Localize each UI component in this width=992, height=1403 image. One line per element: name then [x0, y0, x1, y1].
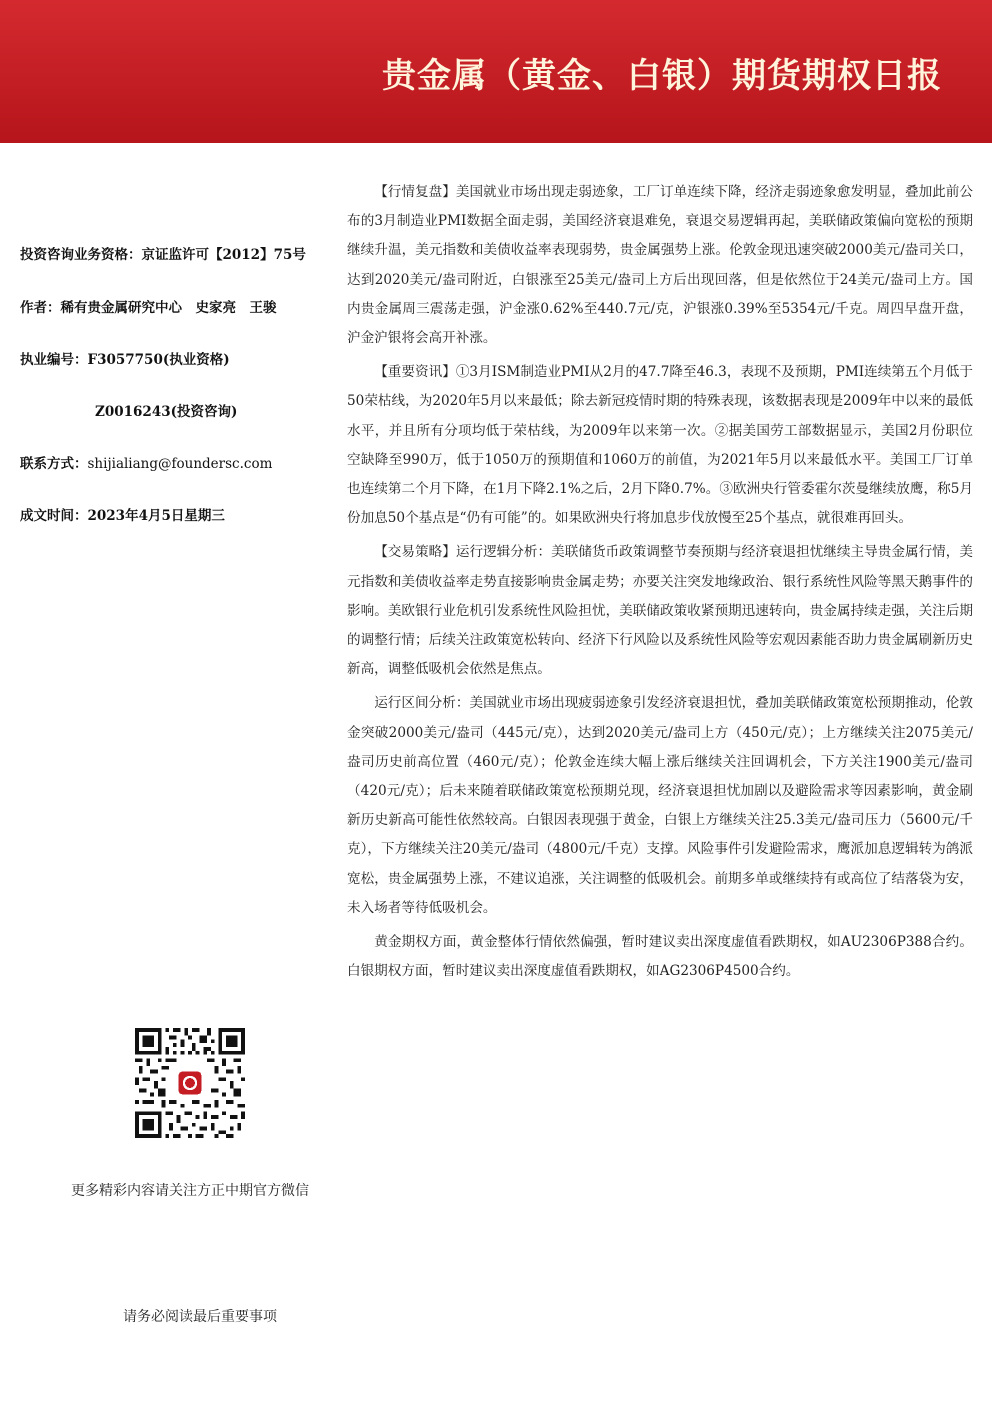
header-banner — [0, 0, 992, 143]
wechat-qr-code — [135, 1028, 245, 1138]
author-value: 稀有贵金属研究中心 史家亮 王骏 — [60, 300, 277, 316]
contact-email[interactable]: shijialiang@foundersc.com — [87, 456, 273, 472]
report-title: 贵金属（黄金、白银）期货期权日报 — [382, 56, 942, 96]
date-label: 成文时间： — [20, 508, 88, 524]
important-notice: 请务必阅读最后重要事项 — [123, 1309, 277, 1325]
license-value-2: Z0016243(投资咨询) — [95, 404, 238, 420]
market-review-paragraph: 【行情复盘】美国就业市场出现走弱迹象，工厂订单连续下降，经济走弱迹象愈发明显，叠加此前公布的3月制造业PMI数据全面走弱，美国经济衰退难免，衰退交易逻辑再起，美联储政策偏向宽松的预期继续升温，美元指数和美债收益率表现弱势，贵金属强势上涨。伦敦金现迅速突破2000美元/盎司关口，达到2020美元/盎司附近，白银涨至25美元/盎司上方后出现回落，但是依然位于24美元/盎司上方。国内贵金属周三震荡走强，沪金涨0.62%至440.7元/克，沪银涨0.39%至5354元/千克。周四早盘开盘，沪金沪银将会高开补涨。 — [347, 184, 973, 347]
license-value-1: F3057750(执业资格) — [87, 352, 230, 368]
qr-caption: 更多精彩内容请关注方正中期官方微信 — [71, 1183, 309, 1199]
license-line-2 — [95, 400, 237, 420]
qualification-label: 投资咨询业务资格： — [20, 247, 142, 263]
author-line — [20, 296, 277, 316]
key-news-paragraph: 【重要资讯】①3月ISM制造业PMI从2月的47.7降至46.3，表现不及预期，PMI连续第五个月低于50荣枯线，为2020年5月以来最低；除去新冠疫情时期的特殊表现，该数据表现是2009年中以来的最低水平，并且所有分项均低于荣枯线，为2009年以来第一次。②据美国劳工部数据显示，美国2月份职位空缺降至990万，低于1050万的预期值和1060万的前值，为2021年5月以来最低水平。美国工厂订单也连续第二个月下降，在1月下降2.1%之后，2月下降0.7%。③欧洲央行管委霍尔茨曼继续放鹰，称5月份加息50个基点是“仍有可能”的。如果欧洲央行将加息步伐放慢至25个基点，就很难再回头。 — [347, 364, 973, 527]
qualification-value: 京证监许可【2012】75号 — [141, 247, 306, 263]
date-value: 2023年4月5日星期三 — [87, 508, 225, 524]
date-line — [20, 504, 225, 524]
author-label: 作者： — [20, 300, 61, 316]
license-label: 执业编号： — [20, 352, 88, 368]
trading-strategy-paragraph: 【交易策略】运行逻辑分析：美联储货币政策调整节奏预期与经济衰退担忧继续主导贵金属行情，美元指数和美债收益率走势直接影响贵金属走势；亦要关注突发地缘政治、银行系统性风险等黑天鹅事件的影响。美欧银行业危机引发系统性风险担忧，美联储政策收紧预期迅速转向，贵金属持续走强，关注后期的调整行情；后续关注政策宽松转向、经济下行风险以及系统性风险等宏观因素能否助力贵金属刷新历史新高，调整低吸机会依然是焦点。 — [347, 544, 973, 678]
contact-line — [20, 452, 272, 472]
license-line — [20, 348, 230, 368]
range-analysis-paragraph: 运行区间分析：美国就业市场出现疲弱迹象引发经济衰退担忧，叠加美联储政策宽松预期推动，伦敦金突破2000美元/盎司（445元/克），达到2020美元/盎司上方（450元/克）；上方继续关注2075美元/盎司历史前高位置（460元/克）；伦敦金连续大幅上涨后继续关注回调机会，下方关注1900美元/盎司（420元/克）；后未来随着联储政策宽松预期兑现，经济衰退担忧加剧以及避险需求等因素影响，黄金刷新历史新高可能性依然较高。白银因表现强于黄金，白银上方继续关注25.3美元/盎司压力（5600元/千克），下方继续关注20美元/盎司（4800元/千克）支撑。风险事件引发避险需求，鹰派加息逻辑转为鸽派宽松，贵金属强势上涨，不建议追涨，关注调整的低吸机会。前期多单或继续持有或高位了结落袋为安，未入场者等待低吸机会。 — [347, 695, 973, 916]
report-body — [347, 178, 973, 986]
qualification-line — [20, 243, 306, 263]
options-paragraph: 黄金期权方面，黄金整体行情依然偏强，暂时建议卖出深度虚值看跌期权，如AU2306P388合约。白银期权方面，暂时建议卖出深度虚值看跌期权，如AG2306P4500合约。 — [347, 934, 973, 980]
contact-label: 联系方式： — [20, 456, 88, 472]
